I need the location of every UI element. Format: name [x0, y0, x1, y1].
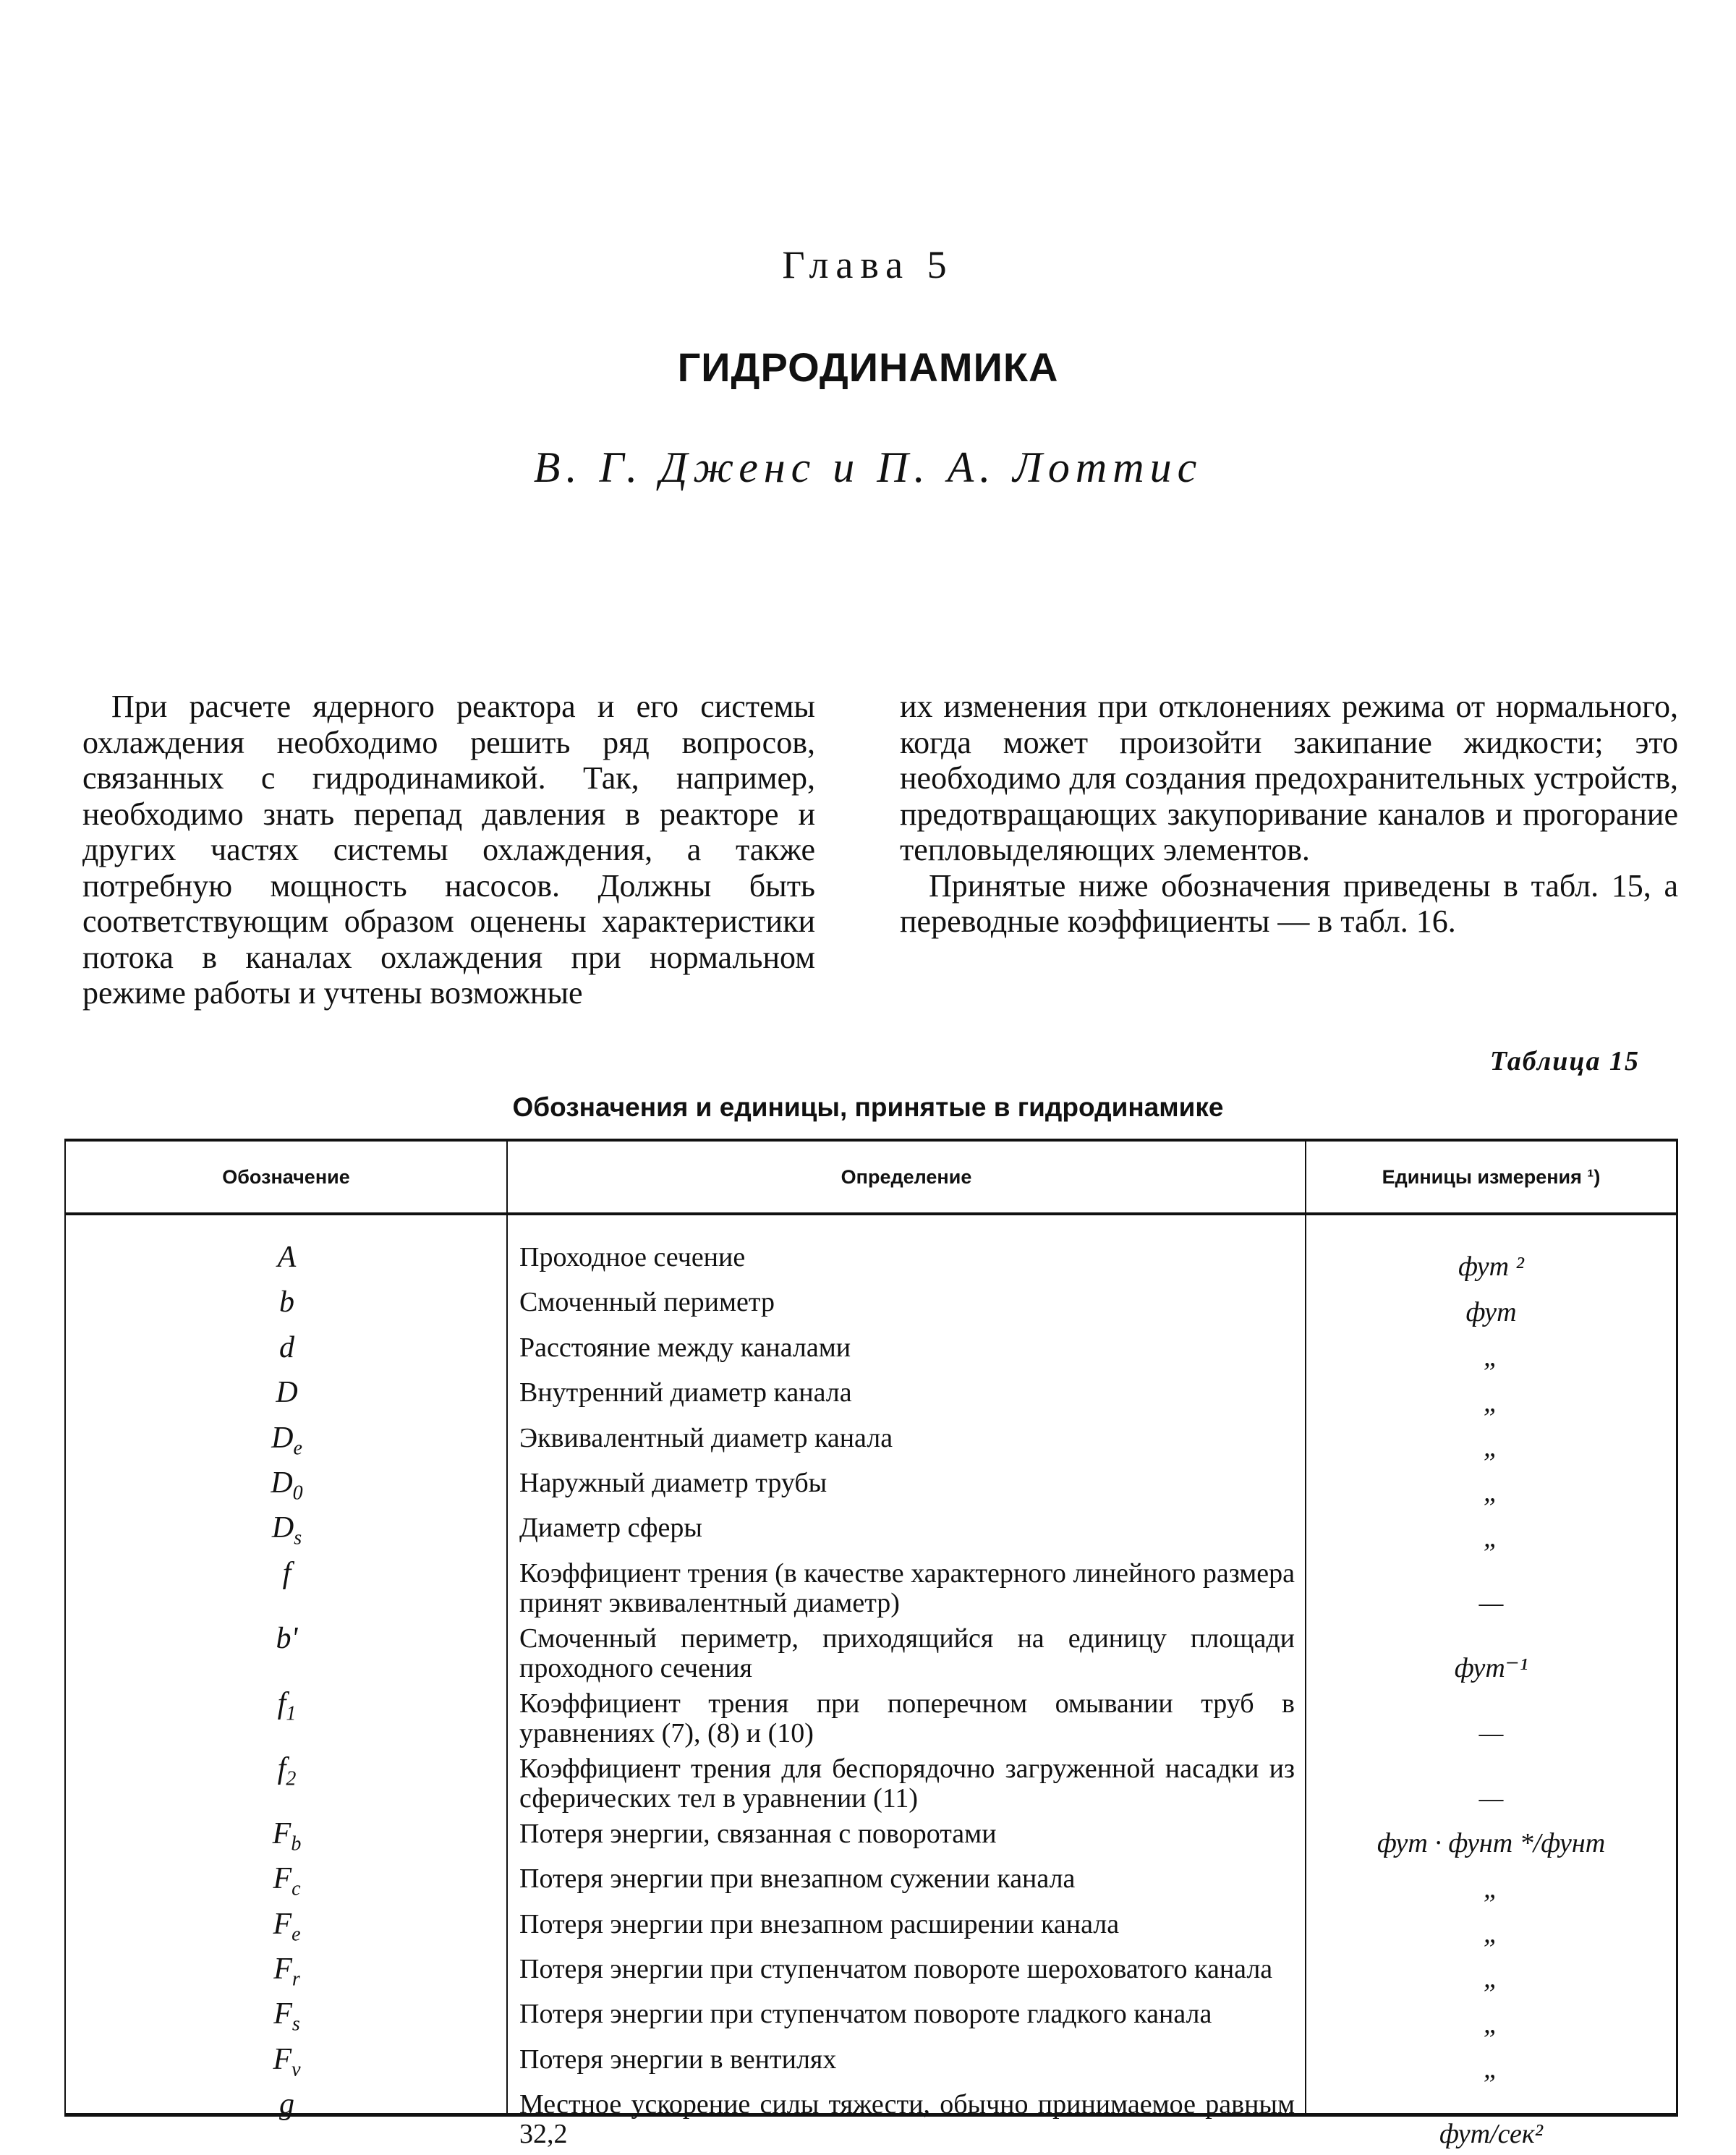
table-row — [66, 1999, 1676, 2044]
table-number: Таблица 15 — [1489, 1046, 1640, 1076]
unit — [1306, 1424, 1676, 1463]
unit-text: фут/сек² — [1439, 2119, 1543, 2150]
unit — [1306, 1378, 1676, 1417]
symbol — [66, 1621, 508, 1683]
unit-text: — — [1478, 1587, 1504, 1618]
definition: Потеря энергии, связанная с поворотами — [519, 1818, 997, 1849]
intro-paragraph: Принятые ниже обозначения приведены в табл. 15, а переводные коэффициенты — в табл. 16. — [900, 867, 1678, 939]
definition: Эквивалентный диаметр канала — [519, 1422, 893, 1453]
symbol — [66, 1952, 508, 1994]
symbol-subscript: s — [292, 2012, 300, 2036]
symbol-main: d — [279, 1330, 294, 1364]
table-row — [66, 1513, 1676, 1558]
header-units: Единицы измерения ¹) — [1382, 1165, 1601, 1188]
table-header — [66, 1142, 1676, 1215]
symbol-main: b — [279, 1285, 294, 1319]
unit — [1306, 1288, 1676, 1327]
symbol-main: f — [277, 1751, 286, 1785]
unit — [1306, 1754, 1676, 1814]
unit — [1306, 1468, 1676, 1508]
symbol-main: F — [272, 1816, 292, 1850]
definition: Потеря энергии при внезапном сужении канала — [519, 1863, 1076, 1895]
symbol-subscript: 1 — [286, 1702, 297, 1725]
symbols-table — [64, 1139, 1678, 2150]
table-row — [66, 1621, 1676, 1689]
unit-text: „ — [1483, 2008, 1499, 2039]
intro-paragraph: их изменения при отклонениях режима от нормального, когда может произойти закипание жидкости; это необходимо для создания предохранительных устройств, предотвращающих закупоривание каналов и прогорание тепловыделяющих элементов. — [900, 689, 1678, 867]
symbol-main: b' — [276, 1621, 298, 1655]
table-row — [66, 1468, 1676, 1513]
symbol-main: F — [273, 1907, 292, 1941]
table-row — [66, 1952, 1676, 1999]
symbol-subscript: b — [291, 1832, 302, 1856]
symbol — [66, 1243, 508, 1282]
unit-text: фут — [1465, 1296, 1517, 1327]
table-body — [66, 1243, 1676, 2155]
table-row — [66, 1816, 1676, 1864]
unit-text: „ — [1483, 1963, 1499, 1994]
table-row — [66, 1285, 1676, 1332]
chapter-title: ГИДРОДИНАМИКА — [677, 344, 1059, 390]
definition: Внутренний диаметр канала — [519, 1377, 852, 1408]
table-row — [66, 1864, 1676, 1909]
symbol-main: D — [271, 1511, 294, 1545]
symbol-main: D — [276, 1376, 298, 1410]
symbol-subscript: v — [292, 2058, 301, 2081]
unit — [1306, 1243, 1676, 1282]
intro-column-left — [82, 689, 815, 1011]
symbol-main: D — [271, 1466, 293, 1500]
unit-text: „ — [1483, 1918, 1499, 1949]
symbol-main: F — [273, 1952, 292, 1986]
definition: Потеря энергии при ступенчатом повороте гладкого канала — [519, 1999, 1212, 2030]
unit-text: — — [1478, 1782, 1504, 1814]
definition: Местное ускорение силы тяжести, обычно принимаемое равным 32,2 — [519, 2089, 1295, 2150]
table-row — [66, 1330, 1676, 1378]
unit — [1306, 1559, 1676, 1618]
header-definition: Определение — [508, 1142, 1306, 1212]
authors: В. Г. Дженс и П. А. Лоттис — [533, 443, 1203, 491]
definition: Смоченный периметр — [519, 1287, 775, 1318]
symbol-main: f — [277, 1686, 286, 1720]
symbol — [66, 1421, 508, 1463]
symbol-main: F — [273, 1862, 292, 1896]
intro-column-right — [900, 689, 1678, 940]
unit — [1306, 1624, 1676, 1683]
definition: Коэффициент трения при поперечном омывании труб в уравнениях (7), (8) и (10) — [519, 1688, 1295, 1748]
unit — [1306, 2045, 1676, 2084]
table-row — [66, 2090, 1676, 2155]
unit — [1306, 1819, 1676, 1858]
symbol — [66, 1907, 508, 1949]
symbol-main: g — [279, 2088, 294, 2122]
definition: Расстояние между каналами — [519, 1332, 851, 1363]
unit-text: „ — [1483, 1477, 1499, 1508]
symbol-subscript: c — [292, 1877, 301, 1900]
symbol — [66, 1330, 508, 1372]
table-row — [66, 1751, 1676, 1819]
symbol-subscript: s — [294, 1526, 302, 1550]
unit — [1306, 1333, 1676, 1372]
symbol — [66, 1513, 508, 1552]
symbol-subscript: 0 — [292, 1482, 303, 1505]
table-row — [66, 1243, 1676, 1288]
unit-text: „ — [1483, 1387, 1499, 1418]
intro-paragraph: При расчете ядерного реактора и его системы охлаждения необходимо решить ряд вопросов, связанных с гидродинамикой. Так, например, необходимо знать перепад давления в реакторе и других частях системы охлаждения, а также потребную мощность насосов. Должны быть соответствующим образом оценены характеристики потока в каналах охлаждения при нормальном режиме работы и учтены возможные — [82, 689, 815, 1011]
symbol-main: F — [273, 1997, 292, 2031]
definition: Диаметр сферы — [519, 1513, 702, 1544]
table-row — [66, 2042, 1676, 2090]
definition: Потеря энергии при ступенчатом повороте шероховатого канала — [519, 1953, 1273, 1984]
unit-text: фут⁻¹ — [1454, 1652, 1528, 1683]
table-row — [66, 1556, 1676, 1624]
symbol — [66, 1378, 508, 1417]
unit-text: — — [1478, 1717, 1504, 1748]
unit — [1306, 1910, 1676, 1949]
symbol-subscript: 2 — [286, 1767, 297, 1790]
unit — [1306, 1999, 1676, 2039]
unit-text: „ — [1483, 1873, 1499, 1904]
unit — [1306, 1955, 1676, 1994]
definition: Потеря энергии при внезапном расширении канала — [519, 1908, 1120, 1939]
definition: Коэффициент трения (в качестве характерного линейного размера принят эквивалентный диаметр) — [519, 1557, 1295, 1618]
symbol — [66, 1751, 508, 1814]
unit-text: „ — [1483, 2054, 1499, 2085]
table-caption: Обозначения и единицы, принятые в гидродинамике — [512, 1092, 1224, 1122]
table-row — [66, 1907, 1676, 1955]
unit — [1306, 1864, 1676, 1903]
unit — [1306, 1513, 1676, 1552]
definition: Наружный диаметр трубы — [519, 1467, 827, 1498]
chapter-number: Глава 5 — [782, 243, 954, 286]
definition: Коэффициент трения для беспорядочно загруженной насадки из сферических тел в уравнении (11) — [519, 1753, 1295, 1814]
definition: Смоченный периметр, приходящийся на единицу площади проходного сечения — [519, 1623, 1295, 1683]
symbol — [66, 1468, 508, 1508]
symbol — [66, 2090, 508, 2149]
symbol — [66, 1686, 508, 1748]
symbol-main: f — [282, 1556, 292, 1590]
unit-text: „ — [1483, 1432, 1499, 1463]
table-row — [66, 1378, 1676, 1423]
definition: Потеря энергии в вентилях — [519, 2044, 837, 2075]
unit — [1306, 1689, 1676, 1748]
table-row — [66, 1686, 1676, 1754]
definition: Проходное сечение — [519, 1242, 746, 1272]
symbol-main: D — [271, 1421, 294, 1455]
unit-text: „ — [1483, 1522, 1499, 1553]
table-row — [66, 1421, 1676, 1468]
symbol-subscript: e — [292, 1922, 301, 1945]
unit-text: фут ² — [1458, 1251, 1524, 1283]
symbol — [66, 1285, 508, 1327]
header-symbol: Обозначение — [66, 1142, 508, 1212]
unit-text: „ — [1483, 1342, 1499, 1373]
symbol-subscript: r — [292, 1968, 300, 1991]
unit-text: фут · фунт */фунт — [1377, 1828, 1606, 1859]
symbol-main: A — [277, 1241, 297, 1274]
symbol — [66, 2042, 508, 2084]
symbol-subscript: e — [293, 1436, 302, 1459]
symbol — [66, 1864, 508, 1903]
symbol — [66, 1999, 508, 2039]
unit — [1306, 2090, 1676, 2149]
symbol — [66, 1556, 508, 1618]
symbol — [66, 1816, 508, 1858]
symbol-main: F — [273, 2042, 292, 2076]
